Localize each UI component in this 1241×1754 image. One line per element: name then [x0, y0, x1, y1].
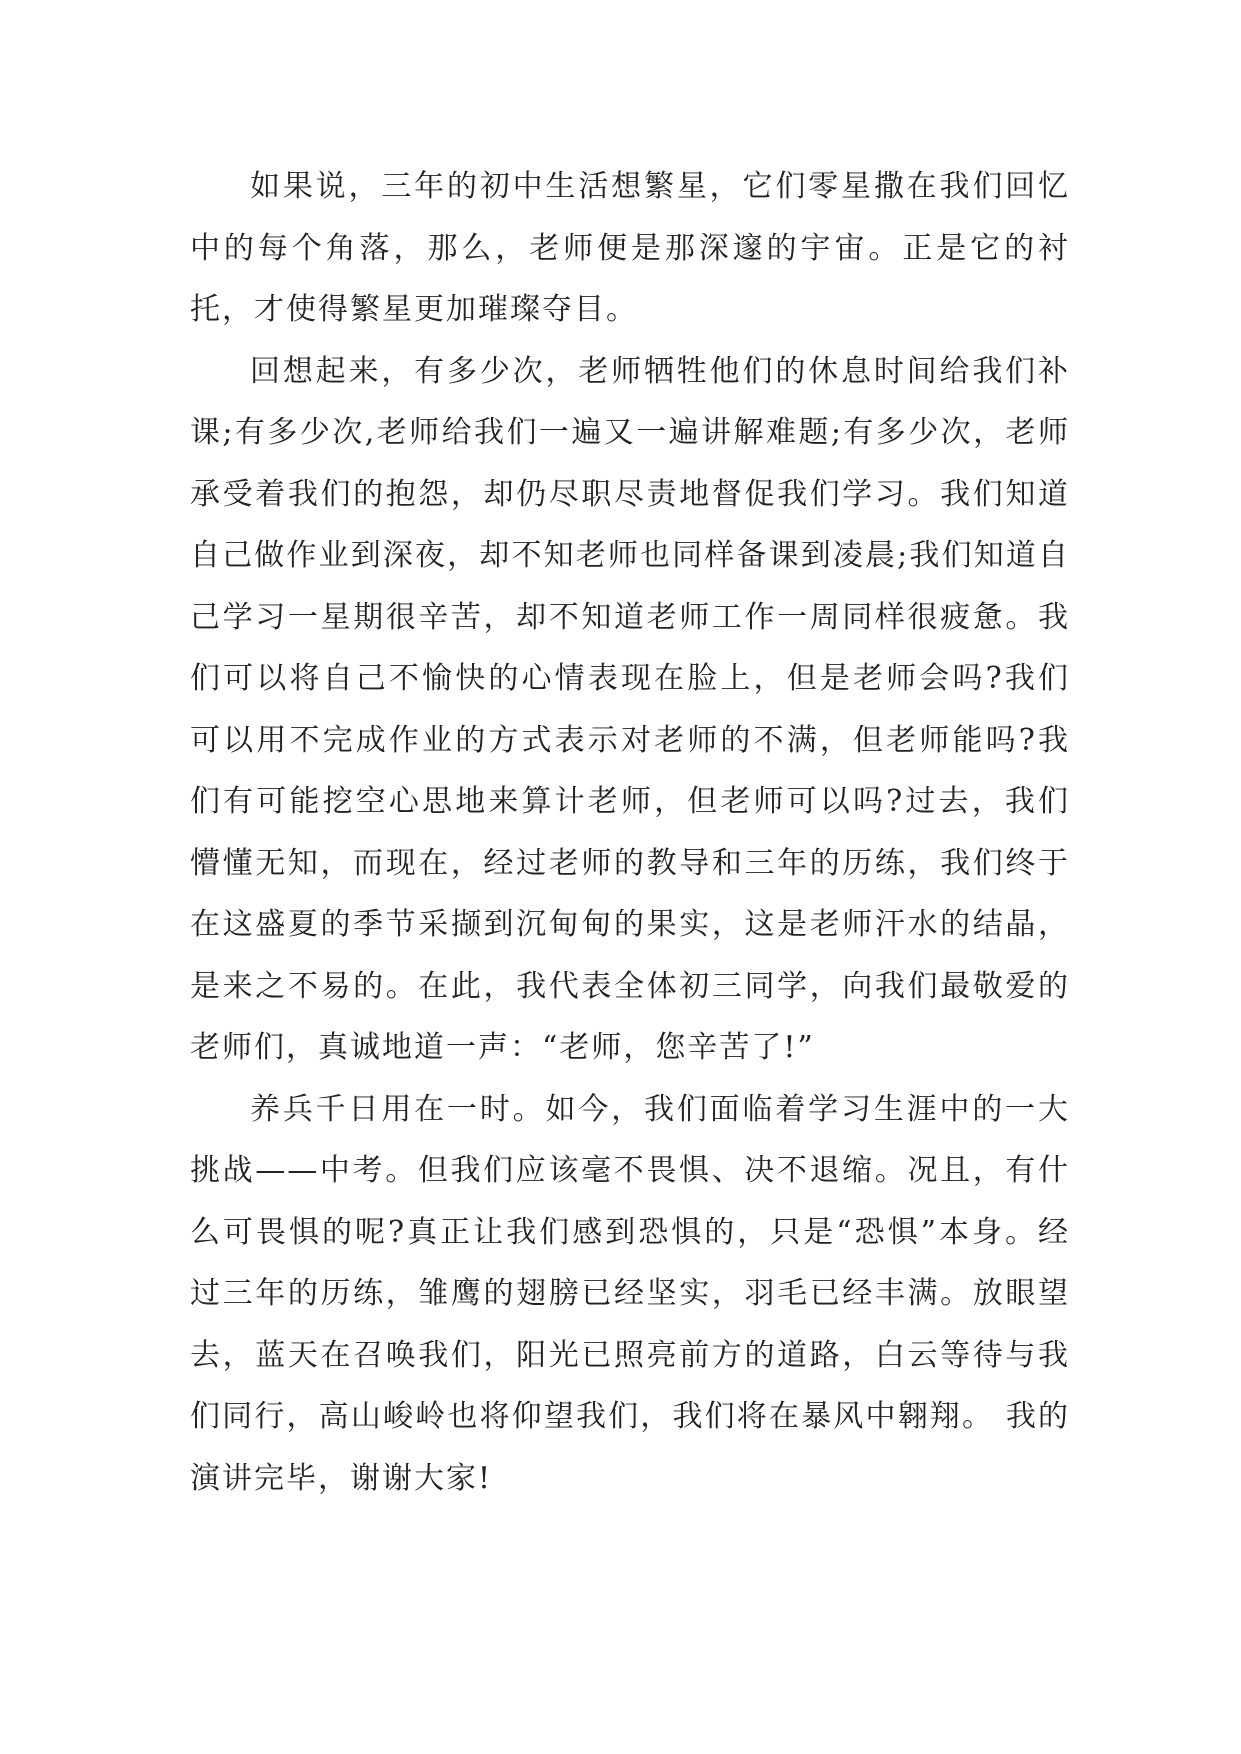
document-body — [190, 156, 1070, 1509]
paragraph-3: 养兵千日用在一时。如今，我们面临着学习生涯中的一大挑战——中考。但我们应该毫不畏惧、决不退缩。况且，有什么可畏惧的呢?真正让我们感到恐惧的，只是“恐惧”本身。经过三年的历练，雏鹰的翅膀已经坚实，羽毛已经丰满。放眼望去，蓝天在召唤我们，阳光已照亮前方的道路，白云等待与我们同行，高山峻岭也将仰望我们，我们将在暴风中翱翔。 我的演讲完毕，谢谢大家! — [190, 1091, 1070, 1496]
paragraph-1: 如果说，三年的初中生活想繁星，它们零星撒在我们回忆中的每个角落，那么，老师便是那深邃的宇宙。正是它的衬托，才使得繁星更加璀璨夺目。 — [190, 169, 1070, 327]
paragraph-2: 回想起来，有多少次，老师牺牲他们的休息时间给我们补课;有多少次,老师给我们一遍又一遍讲解难题;有多少次，老师承受着我们的抱怨，却仍尽职尽责地督促我们学习。我们知道自己做作业到深夜，却不知老师也同样备课到凌晨;我们知道自己学习一星期很辛苦，却不知道老师工作一周同样很疲惫。我们可以将自己不愉快的心情表现在脸上，但是老师会吗?我们可以用不完成作业的方式表示对老师的不满，但老师能吗?我们有可能挖空心思地来算计老师，但老师可以吗?过去，我们懵懂无知，而现在，经过老师的教导和三年的历练，我们终于在这盛夏的季节采撷到沉甸甸的果实，这是老师汗水的结晶，是来之不易的。在此，我代表全体初三同学，向我们最敬爱的老师们，真诚地道一声：“老师，您辛苦了!” — [190, 353, 1070, 1065]
